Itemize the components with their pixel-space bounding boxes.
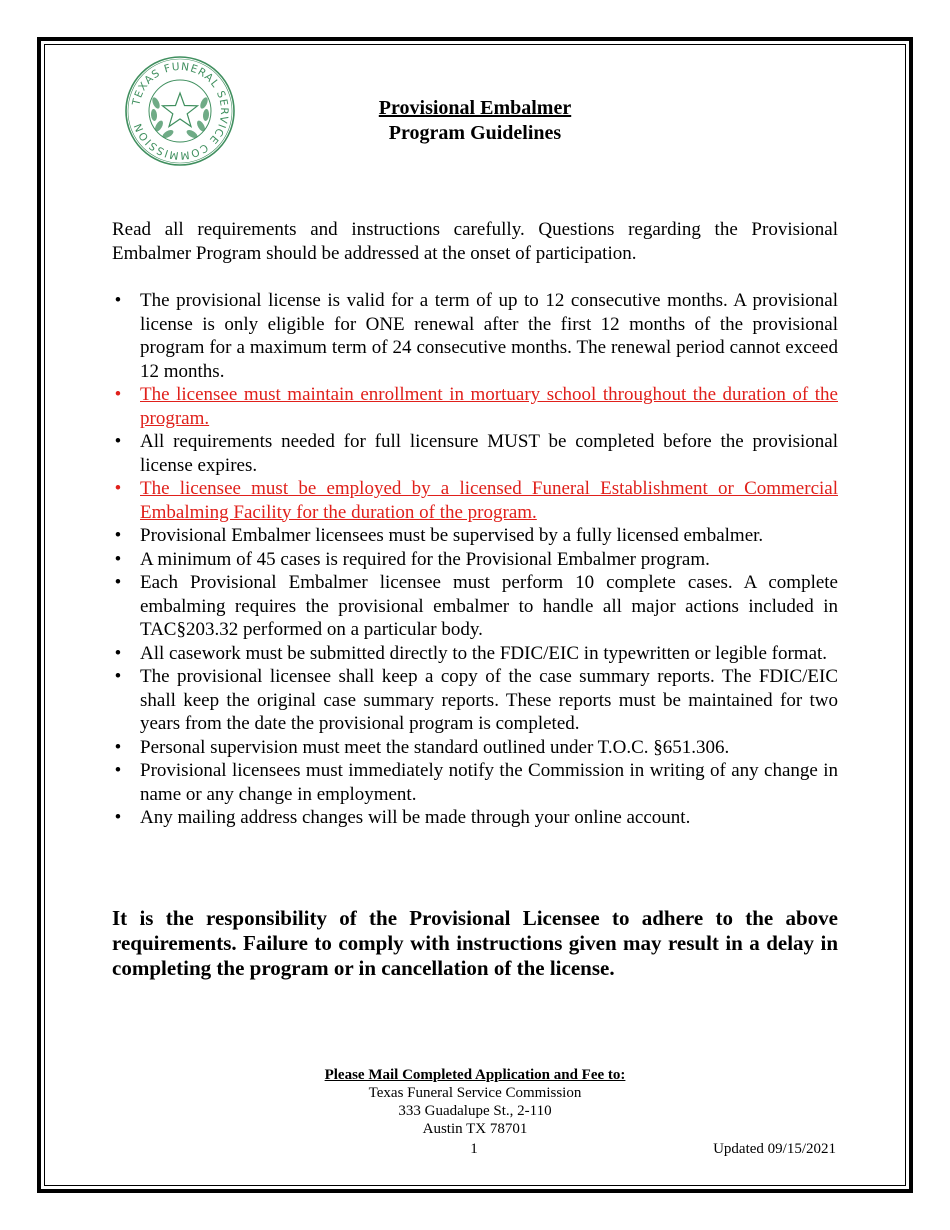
list-item: • Personal supervision must meet the standard outlined under T.O.C. §651.306. — [112, 736, 838, 760]
bullet-icon: • — [114, 572, 122, 593]
star-icon — [163, 93, 198, 127]
bullet-icon: • — [114, 642, 122, 664]
commission-seal-logo — [121, 55, 239, 167]
mailing-street: 333 Guadalupe St., 2-110 — [398, 1103, 552, 1119]
updated-date: Updated 09/15/2021 — [713, 1141, 836, 1157]
bullet-icon: • — [114, 384, 122, 405]
bullet-icon: • — [114, 807, 122, 828]
list-item: • Provisional Embalmer licensees must be supervised by a fully licensed embalmer. — [112, 524, 838, 548]
mailing-address — [275, 1066, 675, 1138]
bullet-icon: • — [114, 736, 122, 758]
bullet-icon: • — [114, 548, 122, 570]
bullet-icon: • — [114, 760, 122, 781]
list-item: • All requirements needed for full licensure MUST be completed before the provisional license expires. — [112, 430, 838, 477]
list-item: • Provisional licensees must immediately notify the Commission in writing of any change in name or any change in employment. — [112, 759, 838, 806]
subtitle: Program Guidelines — [388, 122, 562, 144]
mailing-heading: Please Mail Completed Application and Fee to: — [324, 1067, 626, 1083]
bullet-icon: • — [114, 525, 122, 546]
responsibility-statement: It is the responsibility of the Provisional Licensee to adhere to the above requirements. Failure to comply with instructions given may result in a delay in completing the program or in cancellation of the license. — [112, 906, 838, 980]
svg-text:TEXAS FUNERAL SERVICE COMMISSI — [130, 61, 230, 161]
title: Provisional Embalmer — [378, 97, 572, 119]
seal-text: TEXAS FUNERAL SERVICE COMMISSION — [130, 60, 231, 162]
list-item-highlighted: • The licensee must be employed by a licensed Funeral Establishment or Commercial Embalming Facility for the duration of the program. — [112, 477, 838, 524]
bullet-icon: • — [114, 431, 122, 452]
list-item: • The provisional licensee shall keep a copy of the case summary reports. The FDIC/EIC shall keep the original case summary reports. These reports must be maintained for two years from the date the provisional program is completed. — [112, 665, 838, 736]
page-title — [300, 96, 650, 146]
requirements-list — [112, 289, 838, 830]
mailing-city: Austin TX 78701 — [422, 1121, 528, 1137]
mailing-org: Texas Funeral Service Commission — [368, 1085, 582, 1101]
list-item: • Any mailing address changes will be made through your online account. — [112, 806, 838, 830]
list-item: • Each Provisional Embalmer licensee must perform 10 complete cases. A complete embalming requires the provisional embalmer to handle all major actions included in TAC§203.32 performed on a particular body. — [112, 571, 838, 642]
list-item: • A minimum of 45 cases is required for the Provisional Embalmer program. — [112, 548, 838, 572]
intro-paragraph: Read all requirements and instructions carefully. Questions regarding the Provisional Embalmer Program should be addressed at the onset of participation. — [112, 219, 838, 264]
list-item: • All casework must be submitted directly to the FDIC/EIC in typewritten or legible format. — [112, 642, 838, 666]
wreath-icon — [150, 96, 209, 139]
bullet-icon: • — [114, 290, 122, 311]
bullet-icon: • — [114, 478, 122, 499]
list-item-highlighted: • The licensee must maintain enrollment in mortuary school throughout the duration of the program. — [112, 383, 838, 430]
page-number: 1 — [470, 1141, 478, 1157]
list-item: • The provisional license is valid for a term of up to 12 consecutive months. A provisional license is only eligible for ONE renewal after the first 12 months of the provisional program for a maximum term of 24 consecutive months. The renewal period cannot exceed 12 months. — [112, 289, 838, 383]
bullet-icon: • — [114, 666, 122, 687]
